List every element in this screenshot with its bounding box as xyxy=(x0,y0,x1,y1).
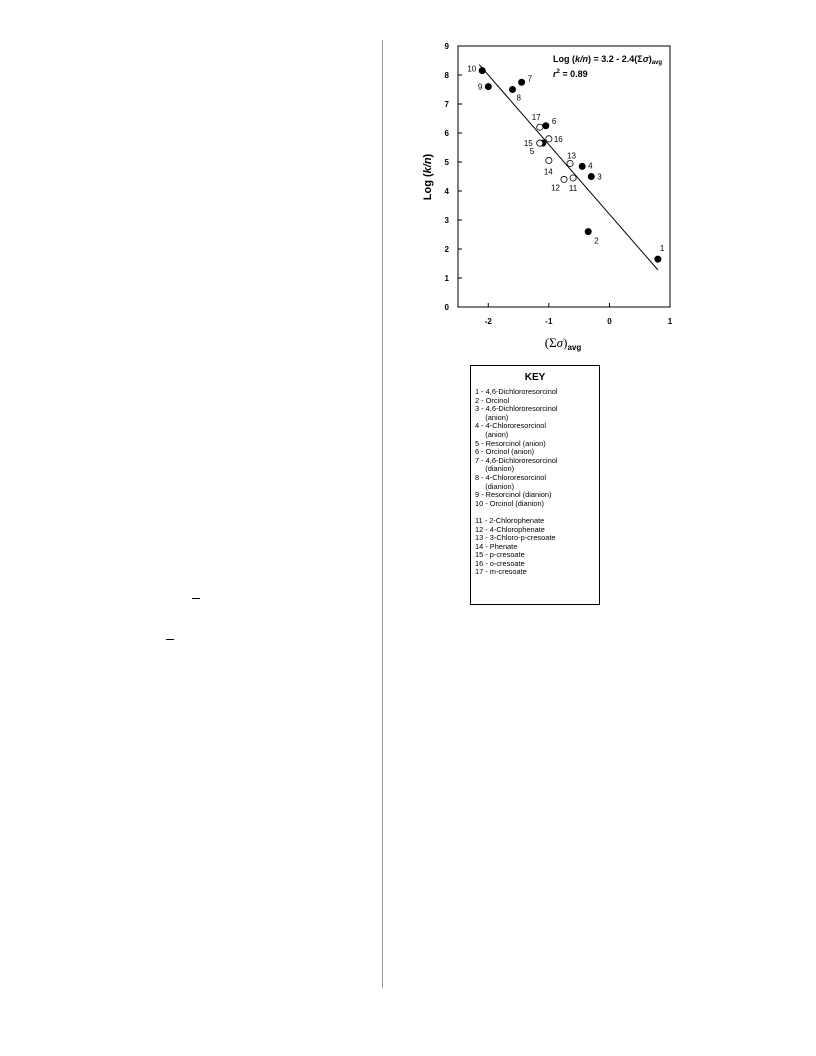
point-label: 7 xyxy=(527,74,533,84)
point-label: 11 xyxy=(568,183,578,193)
scatter-chart xyxy=(0,0,816,380)
key-item: 13 - 3-Chloro-p-cresoate xyxy=(475,533,556,543)
y-tick-label: 1 xyxy=(444,274,449,283)
y-tick-label: 4 xyxy=(444,187,449,196)
y-tick-label: 2 xyxy=(444,245,449,254)
point-label: 17 xyxy=(531,113,541,123)
equation-label: Log $(k/n) = 3.2 - 2.4(\Sigma\sigma)_{avg}$ xyxy=(553,54,663,66)
open-point xyxy=(546,157,552,163)
overbar-mark-1 xyxy=(192,598,200,599)
overbar-mark-2 xyxy=(166,639,174,640)
key-item: 14 - Phenate xyxy=(475,541,518,551)
point-label: 16 xyxy=(553,134,563,144)
point-label: 13 xyxy=(567,151,576,161)
x-tick-label: -1 xyxy=(545,317,553,326)
filled-point xyxy=(655,256,661,262)
point-label: 8 xyxy=(516,93,521,103)
filled-point xyxy=(543,123,549,129)
key-item: 9 - Resorcinol (dianion) xyxy=(475,490,552,500)
key-item: 1 - 4,6-Dichlororesorcinol xyxy=(475,387,558,396)
key-item: 6 - Orcinol (anion) xyxy=(475,447,535,457)
key-item: 7 - 4,6-Dichlororesorcinol xyxy=(475,455,558,465)
key-list xyxy=(475,388,595,577)
x-tick-label: 0 xyxy=(607,317,612,326)
key-item: (anion) xyxy=(475,429,509,439)
filled-point xyxy=(509,86,515,92)
y-tick-label: 7 xyxy=(444,100,449,109)
key-item: 4 - 4-Chlororesorcinol xyxy=(475,421,547,431)
y-tick-label: 3 xyxy=(444,216,449,225)
point-label: 14 xyxy=(543,167,553,177)
filled-point xyxy=(585,229,591,235)
point-label: 15 xyxy=(523,139,533,149)
point-label: 12 xyxy=(551,183,560,193)
key-item: 17 - m-cresoate xyxy=(475,567,527,577)
point-label: 9 xyxy=(477,82,483,92)
key-item: 5 - Resorcinol (anion) xyxy=(475,438,546,448)
key-item: 16 - o-cresoate xyxy=(475,558,525,568)
open-point xyxy=(567,160,573,166)
key-item: (dianion) xyxy=(475,464,515,474)
key-title: KEY xyxy=(524,372,546,383)
filled-point xyxy=(479,68,485,74)
key-item: 15 - p-cresoate xyxy=(475,550,525,560)
open-point xyxy=(537,140,543,146)
key-item: 3 - 4,6-Dichlororesorcinol xyxy=(475,404,558,414)
open-point xyxy=(561,176,567,182)
key-item: (anion) xyxy=(475,412,509,422)
key-item: 12 - 4-Chlorophenate xyxy=(475,524,545,534)
fit-line-group xyxy=(479,65,658,270)
y-tick-label: 0 xyxy=(444,303,449,312)
y-tick-label: 5 xyxy=(444,158,449,167)
point-label: 1 xyxy=(659,244,665,254)
r-squared-label: $r^2 = 0.89$ xyxy=(553,69,588,79)
point-label: 6 xyxy=(551,116,557,126)
point-label: 4 xyxy=(588,161,593,171)
key-item: 10 - Orcinol (dianion) xyxy=(475,498,545,508)
point-labels-group xyxy=(467,65,665,254)
key-item: 2 - Orcinol xyxy=(475,395,510,405)
x-tick-label: -2 xyxy=(484,317,492,326)
x-tick-label: 1 xyxy=(667,317,673,326)
filled-point xyxy=(579,163,585,169)
filled-point xyxy=(485,84,491,90)
points-group xyxy=(479,68,661,263)
x-axis-label: $(\Sigma\sigma)_{avg}$ xyxy=(544,335,582,352)
open-point xyxy=(546,136,552,142)
y-axis-label: Log (k/n) xyxy=(422,153,434,201)
filled-point xyxy=(588,173,594,179)
key-legend xyxy=(470,365,600,605)
point-label: 10 xyxy=(467,64,477,74)
point-label: 5 xyxy=(529,147,535,157)
key-item: (dianion) xyxy=(475,481,515,491)
y-tick-label: 9 xyxy=(444,42,449,51)
regression-line xyxy=(479,65,658,270)
point-label: 2 xyxy=(594,236,599,246)
open-point xyxy=(570,175,576,181)
key-item: 8 - 4-Chlororesorcinol xyxy=(475,472,547,482)
y-tick-label: 6 xyxy=(444,129,449,138)
open-point xyxy=(537,124,543,130)
filled-point xyxy=(519,79,525,85)
key-item: 11 - 2-Chlorophenate xyxy=(475,515,545,525)
point-label: 3 xyxy=(597,172,602,182)
y-tick-label: 8 xyxy=(444,71,449,80)
